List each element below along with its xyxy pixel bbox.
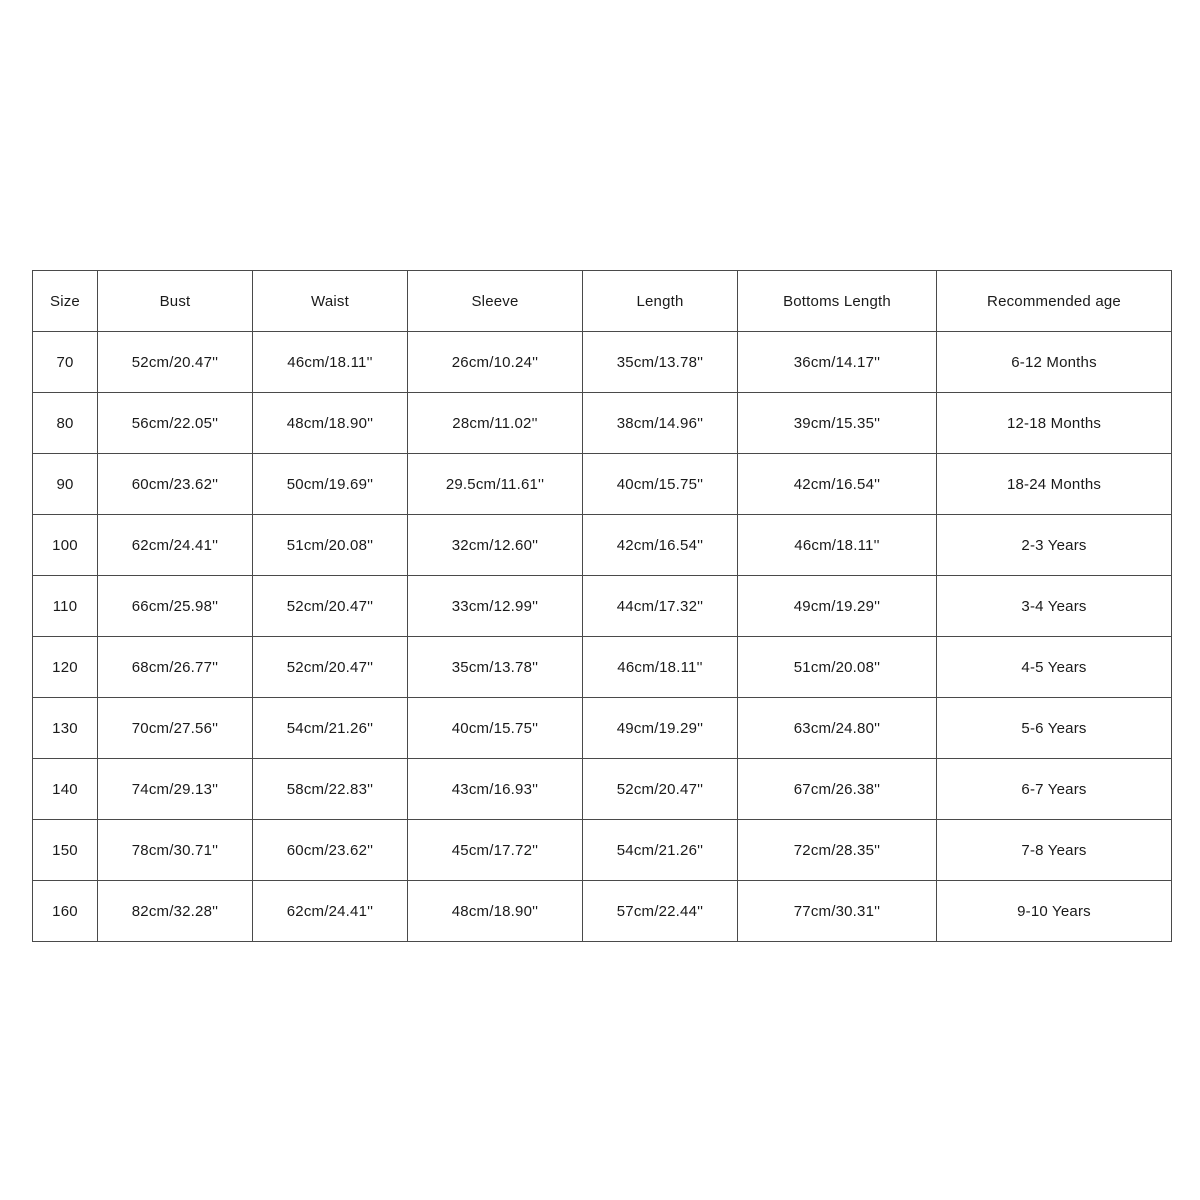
cell-size: 80 [33, 393, 98, 454]
cell-sleeve: 45cm/17.72'' [408, 820, 583, 881]
table-row [33, 332, 1172, 393]
cell-recommended-age: 18-24 Months [937, 454, 1172, 515]
table-row [33, 820, 1172, 881]
cell-sleeve: 43cm/16.93'' [408, 759, 583, 820]
size-chart-body [33, 332, 1172, 942]
cell-waist: 62cm/24.41'' [253, 881, 408, 942]
cell-length: 38cm/14.96'' [583, 393, 738, 454]
header-size: Size [33, 271, 98, 332]
table-row [33, 454, 1172, 515]
table-row [33, 515, 1172, 576]
cell-sleeve: 32cm/12.60'' [408, 515, 583, 576]
header-length: Length [583, 271, 738, 332]
cell-length: 35cm/13.78'' [583, 332, 738, 393]
cell-recommended-age: 6-7 Years [937, 759, 1172, 820]
cell-recommended-age: 12-18 Months [937, 393, 1172, 454]
cell-sleeve: 33cm/12.99'' [408, 576, 583, 637]
table-row [33, 637, 1172, 698]
cell-waist: 48cm/18.90'' [253, 393, 408, 454]
cell-bottoms-length: 51cm/20.08'' [738, 637, 937, 698]
cell-waist: 52cm/20.47'' [253, 637, 408, 698]
cell-bottoms-length: 63cm/24.80'' [738, 698, 937, 759]
cell-waist: 58cm/22.83'' [253, 759, 408, 820]
cell-length: 52cm/20.47'' [583, 759, 738, 820]
cell-sleeve: 26cm/10.24'' [408, 332, 583, 393]
cell-bust: 70cm/27.56'' [98, 698, 253, 759]
table-row [33, 698, 1172, 759]
cell-waist: 52cm/20.47'' [253, 576, 408, 637]
cell-size: 160 [33, 881, 98, 942]
cell-length: 42cm/16.54'' [583, 515, 738, 576]
cell-waist: 60cm/23.62'' [253, 820, 408, 881]
cell-recommended-age: 5-6 Years [937, 698, 1172, 759]
cell-bust: 74cm/29.13'' [98, 759, 253, 820]
cell-sleeve: 35cm/13.78'' [408, 637, 583, 698]
table-row [33, 576, 1172, 637]
cell-length: 49cm/19.29'' [583, 698, 738, 759]
cell-length: 54cm/21.26'' [583, 820, 738, 881]
cell-bottoms-length: 36cm/14.17'' [738, 332, 937, 393]
header-bust: Bust [98, 271, 253, 332]
cell-recommended-age: 9-10 Years [937, 881, 1172, 942]
table-row [33, 881, 1172, 942]
cell-length: 40cm/15.75'' [583, 454, 738, 515]
cell-bottoms-length: 39cm/15.35'' [738, 393, 937, 454]
header-sleeve: Sleeve [408, 271, 583, 332]
cell-bottoms-length: 46cm/18.11'' [738, 515, 937, 576]
cell-waist: 46cm/18.11'' [253, 332, 408, 393]
cell-bottoms-length: 77cm/30.31'' [738, 881, 937, 942]
cell-size: 110 [33, 576, 98, 637]
cell-bottoms-length: 49cm/19.29'' [738, 576, 937, 637]
header-bottoms-length: Bottoms Length [738, 271, 937, 332]
cell-sleeve: 40cm/15.75'' [408, 698, 583, 759]
cell-sleeve: 28cm/11.02'' [408, 393, 583, 454]
cell-bust: 66cm/25.98'' [98, 576, 253, 637]
cell-recommended-age: 2-3 Years [937, 515, 1172, 576]
cell-size: 120 [33, 637, 98, 698]
cell-size: 70 [33, 332, 98, 393]
cell-size: 130 [33, 698, 98, 759]
cell-recommended-age: 6-12 Months [937, 332, 1172, 393]
cell-bust: 62cm/24.41'' [98, 515, 253, 576]
cell-bottoms-length: 67cm/26.38'' [738, 759, 937, 820]
cell-recommended-age: 4-5 Years [937, 637, 1172, 698]
cell-length: 44cm/17.32'' [583, 576, 738, 637]
cell-bust: 82cm/32.28'' [98, 881, 253, 942]
cell-length: 57cm/22.44'' [583, 881, 738, 942]
cell-bottoms-length: 42cm/16.54'' [738, 454, 937, 515]
cell-bust: 56cm/22.05'' [98, 393, 253, 454]
cell-sleeve: 48cm/18.90'' [408, 881, 583, 942]
cell-size: 150 [33, 820, 98, 881]
header-row [33, 271, 1172, 332]
cell-recommended-age: 7-8 Years [937, 820, 1172, 881]
cell-bust: 52cm/20.47'' [98, 332, 253, 393]
cell-size: 140 [33, 759, 98, 820]
cell-sleeve: 29.5cm/11.61'' [408, 454, 583, 515]
cell-bust: 78cm/30.71'' [98, 820, 253, 881]
cell-length: 46cm/18.11'' [583, 637, 738, 698]
cell-bust: 60cm/23.62'' [98, 454, 253, 515]
cell-bust: 68cm/26.77'' [98, 637, 253, 698]
cell-waist: 54cm/21.26'' [253, 698, 408, 759]
header-waist: Waist [253, 271, 408, 332]
cell-recommended-age: 3-4 Years [937, 576, 1172, 637]
size-chart-table [32, 270, 1172, 942]
table-row [33, 759, 1172, 820]
cell-bottoms-length: 72cm/28.35'' [738, 820, 937, 881]
cell-size: 100 [33, 515, 98, 576]
cell-waist: 51cm/20.08'' [253, 515, 408, 576]
cell-waist: 50cm/19.69'' [253, 454, 408, 515]
table-row [33, 393, 1172, 454]
cell-size: 90 [33, 454, 98, 515]
header-recommended-age: Recommended age [937, 271, 1172, 332]
